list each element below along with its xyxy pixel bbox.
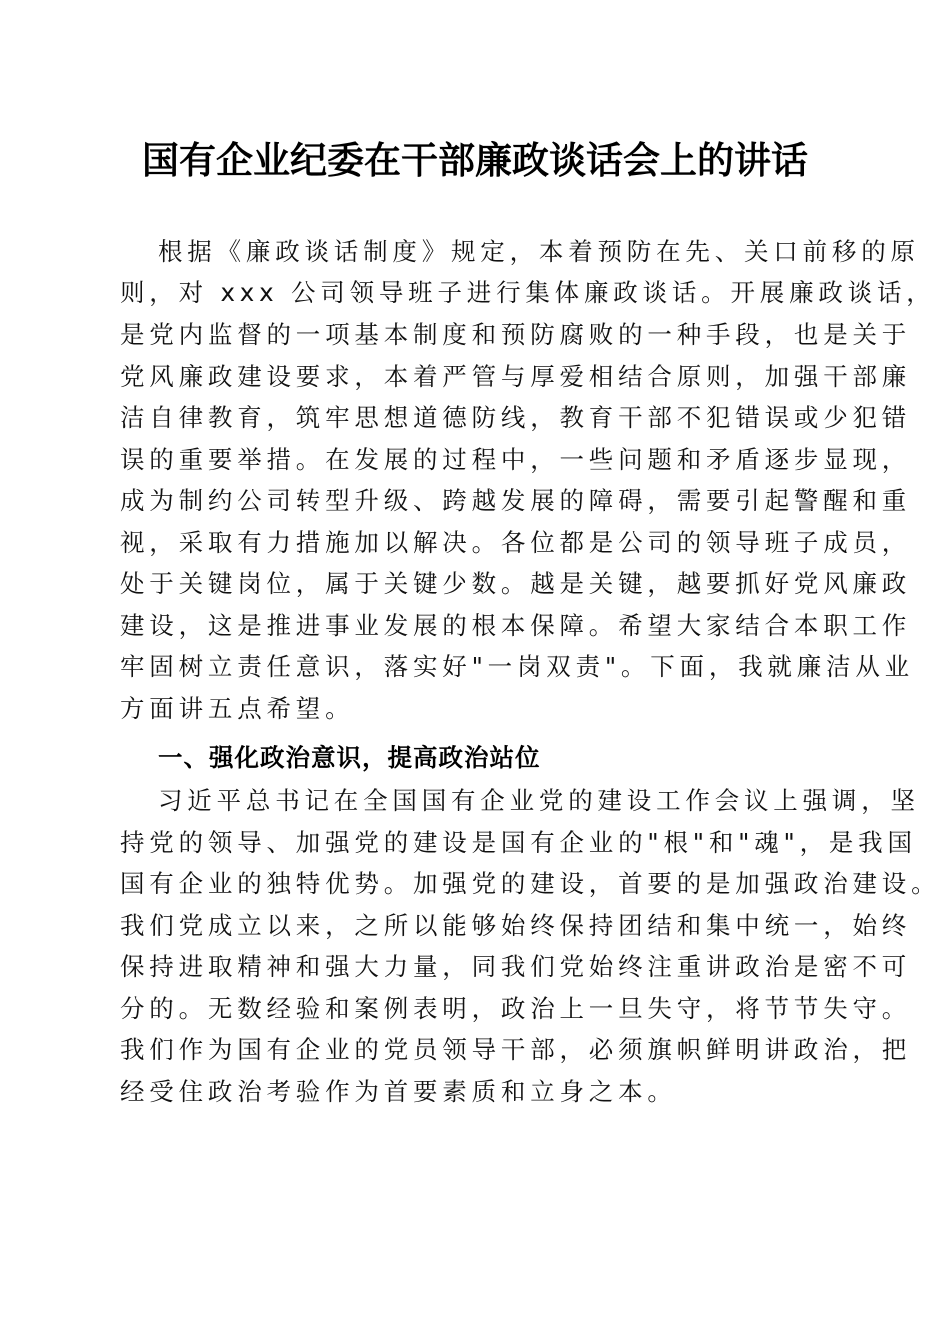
paragraph-line: 误的重要举措。在发展的过程中，一些问题和矛盾逐步显现， bbox=[120, 445, 912, 474]
paragraph-line: 成为制约公司转型升级、跨越发展的障碍，需要引起警醒和重 bbox=[120, 486, 912, 515]
paragraph-line: 则，对 xxx 公司领导班子进行集体廉政谈话。开展廉政谈话， bbox=[120, 278, 936, 307]
document-title: 国有企业纪委在干部廉政谈话会上的讲话 bbox=[142, 138, 808, 182]
paragraph-line: 持党的领导、加强党的建设是国有企业的"根"和"魂"，是我国 bbox=[120, 828, 917, 857]
paragraph-line: 处于关键岗位，属于关键少数。越是关键，越要抓好党风廉政 bbox=[120, 569, 912, 598]
paragraph-line: 是党内监督的一项基本制度和预防腐败的一种手段，也是关于 bbox=[120, 320, 912, 349]
paragraph-line: 洁自律教育，筑牢思想道德防线，教育干部不犯错误或少犯错 bbox=[120, 403, 912, 432]
paragraph-line: 国有企业的独特优势。加强党的建设，首要的是加强政治建设。 bbox=[120, 869, 941, 898]
paragraph-line: 党风廉政建设要求，本着严管与厚爱相结合原则，加强干部廉 bbox=[120, 362, 912, 391]
section-heading: 一、强化政治意识，提高政治站位 bbox=[158, 743, 541, 772]
paragraph-line: 分的。无数经验和案例表明，政治上一旦失守，将节节失守。 bbox=[120, 994, 912, 1023]
paragraph-line: 牢固树立责任意识，落实好"一岗双责"。下面，我就廉洁从业 bbox=[120, 652, 914, 681]
paragraph-line: 我们党成立以来，之所以能够始终保持团结和集中统一，始终 bbox=[120, 911, 912, 940]
paragraph-line: 经受住政治考验作为首要素质和立身之本。 bbox=[120, 1077, 677, 1106]
paragraph-line: 视，采取有力措施加以解决。各位都是公司的领导班子成员， bbox=[120, 528, 912, 557]
paragraph-line: 保持进取精神和强大力量，同我们党始终注重讲政治是密不可 bbox=[120, 952, 912, 981]
paragraph-line: 习近平总书记在全国国有企业党的建设工作会议上强调，坚 bbox=[158, 786, 920, 815]
paragraph-line: 方面讲五点希望。 bbox=[120, 694, 355, 723]
paragraph-line: 我们作为国有企业的党员领导干部，必须旗帜鲜明讲政治，把 bbox=[120, 1035, 912, 1064]
paragraph-line: 根据《廉政谈话制度》规定，本着预防在先、关口前移的原 bbox=[158, 237, 920, 266]
paragraph-line: 建设，这是推进事业发展的根本保障。希望大家结合本职工作 bbox=[120, 611, 912, 640]
